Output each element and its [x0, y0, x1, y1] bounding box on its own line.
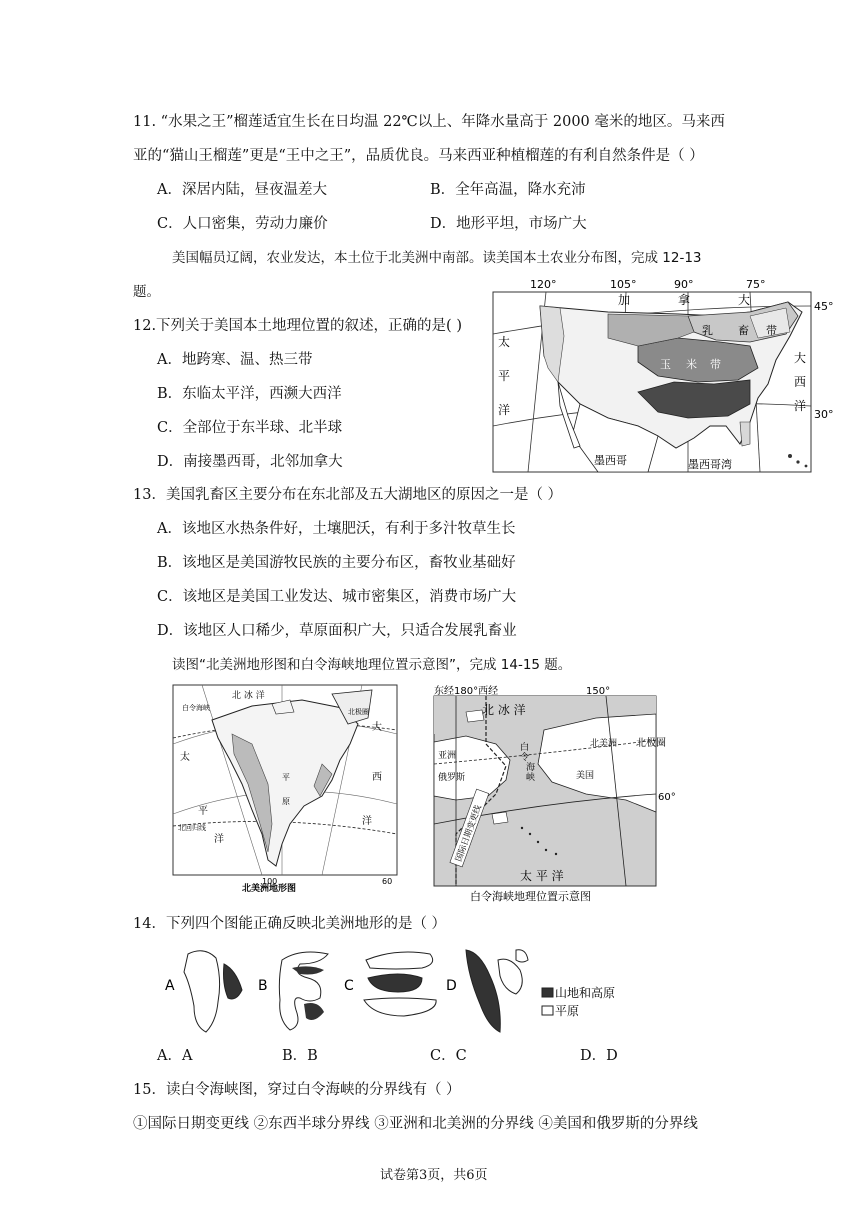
- us-atlantic-3: 洋: [794, 399, 807, 413]
- us-canada-3: 大: [738, 293, 751, 307]
- us-lon-105: 105°: [610, 278, 637, 291]
- us-corn-1: 玉: [660, 358, 671, 371]
- q14-figures-graphic: [160, 940, 660, 1040]
- q11-option-b: B．全年高温，降水充沛: [430, 182, 586, 198]
- us-dairy-3: 带: [766, 324, 777, 337]
- us-canada-2: 拿: [678, 293, 691, 307]
- us-lon-120: 120°: [530, 278, 557, 291]
- bering-asia: 亚洲: [438, 751, 457, 761]
- us-dairy-2: 畜: [738, 324, 749, 337]
- q13-option-a: A．该地区水热条件好，土壤肥沃，有利于多汁牧草生长: [157, 521, 516, 537]
- bering-arctic: 北 冰 洋: [482, 703, 526, 717]
- bering-dateline: 国际日期变更线: [454, 803, 484, 864]
- us-lat-45: 45°: [814, 300, 833, 313]
- us-pacific-2: 平: [498, 369, 511, 383]
- na-tropic: 北回归线: [178, 824, 206, 832]
- q12-stem: 12.下列关于美国本土地理位置的叙述，正确的是( ): [133, 318, 462, 334]
- us-atlantic-1: 大: [794, 351, 807, 365]
- bering-strait-2: 令: [520, 753, 530, 763]
- bering-arctic-circle: 北极圈: [636, 738, 666, 749]
- na-bering: 白令海峡: [182, 704, 210, 712]
- q14-stem: 14．下列四个图能正确反映北美洲地形的是（ ）: [133, 916, 447, 932]
- na-atlantic-2: 西: [372, 772, 382, 783]
- fig-label-d: D: [446, 978, 457, 994]
- bering-top-label: 东经180°西经: [434, 686, 499, 697]
- bering-lat-60: 60°: [658, 792, 676, 803]
- q14-option-d: D．D: [580, 1048, 618, 1064]
- us-dairy-1: 乳: [702, 324, 713, 337]
- bering-usa: 美国: [576, 771, 595, 781]
- q12-option-d: D．南接墨西哥，北邻加拿大: [157, 454, 343, 470]
- bering-lon-150: 150°: [586, 686, 611, 697]
- na-pacific-2: 平: [198, 806, 208, 817]
- legend-plain: 平原: [555, 1004, 580, 1018]
- q14-figures: [160, 940, 660, 1040]
- us-gulf: 墨西哥湾: [688, 458, 732, 471]
- na-atlantic-1: 大: [372, 722, 382, 733]
- intro-12-13-line2: 题。: [133, 284, 160, 300]
- intro-12-13-line1: 美国幅员辽阔，农业发达，本土位于北美洲中南部。读美国本土农业分布图，完成 12-13: [172, 250, 702, 266]
- q14-option-b: B．B: [282, 1048, 318, 1064]
- legend-mountain-swatch: [542, 988, 553, 997]
- bering-map-graphic: [426, 684, 686, 906]
- q13-option-d: D．该地区人口稀少，草原面积广大，只适合发展乳畜业: [157, 623, 517, 639]
- q13-option-c: C．该地区是美国工业发达、城市密集区，消费市场广大: [157, 589, 517, 605]
- page-footer: 试卷第3页，共6页: [380, 1168, 488, 1183]
- legend-mountain: 山地和高原: [555, 986, 616, 1000]
- legend-plain-swatch: [542, 1006, 553, 1015]
- q12-option-c: C．全部位于东半球、北半球: [157, 420, 343, 436]
- na-atlantic-3: 洋: [362, 816, 372, 827]
- bering-strait-4: 峡: [526, 773, 536, 783]
- intro-14-15: 读图“北美洲地形图和白令海峡地理位置示意图”，完成 14-15 题。: [172, 657, 572, 673]
- us-mexico: 墨西哥: [594, 454, 627, 467]
- q11-stem-line2: 亚的“猫山王榴莲”更是“王中之王”，品质优良。马来西亚种植榴莲的有利自然条件是（ ）: [133, 148, 704, 164]
- na-arctic-circle: 北极圈: [348, 708, 369, 716]
- q11-option-c: C．人口密集，劳动力廉价: [157, 216, 328, 232]
- bering-na: 北美洲: [590, 739, 618, 749]
- q11-option-d: D．地形平坦，市场广大: [430, 216, 587, 232]
- q12-option-a: A．地跨寒、温、热三带: [157, 352, 313, 368]
- na-lon-60: 60: [382, 877, 393, 886]
- us-canada-1: 加: [618, 293, 631, 307]
- bering-strait-map: [426, 684, 686, 906]
- na-lon-100: 100: [262, 877, 278, 886]
- fig-label-c: C: [344, 978, 354, 994]
- na-pacific-1: 太: [180, 752, 190, 763]
- us-map-graphic: [488, 276, 833, 476]
- us-lon-90: 90°: [674, 278, 694, 291]
- bering-caption: 白令海峡地理位置示意图: [470, 890, 591, 903]
- na-plain-2: 原: [282, 797, 290, 806]
- us-atlantic-2: 西: [794, 375, 807, 389]
- na-map-graphic: [172, 684, 400, 892]
- q15-stem: 15．读白令海峡图，穿过白令海峡的分界线有（ ）: [133, 1082, 461, 1098]
- na-caption: 北美洲地形图: [242, 884, 297, 892]
- us-agriculture-map: [488, 276, 833, 476]
- bering-russia: 俄罗斯: [438, 773, 466, 783]
- us-corn-2: 米: [686, 358, 697, 371]
- us-corn-3: 带: [710, 358, 721, 371]
- q14-option-c: C．C: [430, 1048, 467, 1064]
- q15-statement: ①国际日期变更线 ②东西半球分界线 ③亚洲和北美洲的分界线 ④美国和俄罗斯的分界线: [133, 1116, 698, 1132]
- q14-option-a: A．A: [157, 1048, 193, 1064]
- na-plain-1: 平: [282, 773, 290, 782]
- na-pacific-3: 洋: [214, 834, 224, 845]
- fig-label-a: A: [165, 978, 175, 994]
- na-relief-map: [172, 684, 400, 892]
- q11-stem-line1: 11. “水果之王”榴莲适宜生长在日均温 22℃以上、年降水量高于 2000 毫米的地区。马来西: [133, 114, 725, 130]
- na-arctic: 北 冰 洋: [232, 691, 265, 701]
- us-lat-30: 30°: [814, 408, 833, 421]
- us-pacific-1: 太: [498, 335, 511, 349]
- bering-strait-3: 海: [526, 763, 536, 773]
- q13-stem: 13．美国乳畜区主要分布在东北部及五大湖地区的原因之一是（ ）: [133, 487, 563, 503]
- q11-option-a: A．深居内陆，昼夜温差大: [157, 182, 327, 198]
- us-pacific-3: 洋: [498, 403, 511, 417]
- q13-option-b: B．该地区是美国游牧民族的主要分布区，畜牧业基础好: [157, 555, 516, 571]
- q12-option-b: B．东临太平洋，西濒大西洋: [157, 386, 342, 402]
- fig-label-b: B: [258, 978, 268, 994]
- us-lon-75: 75°: [746, 278, 766, 291]
- bering-pacific: 太 平 洋: [520, 869, 564, 883]
- bering-strait-1: 白: [520, 743, 530, 753]
